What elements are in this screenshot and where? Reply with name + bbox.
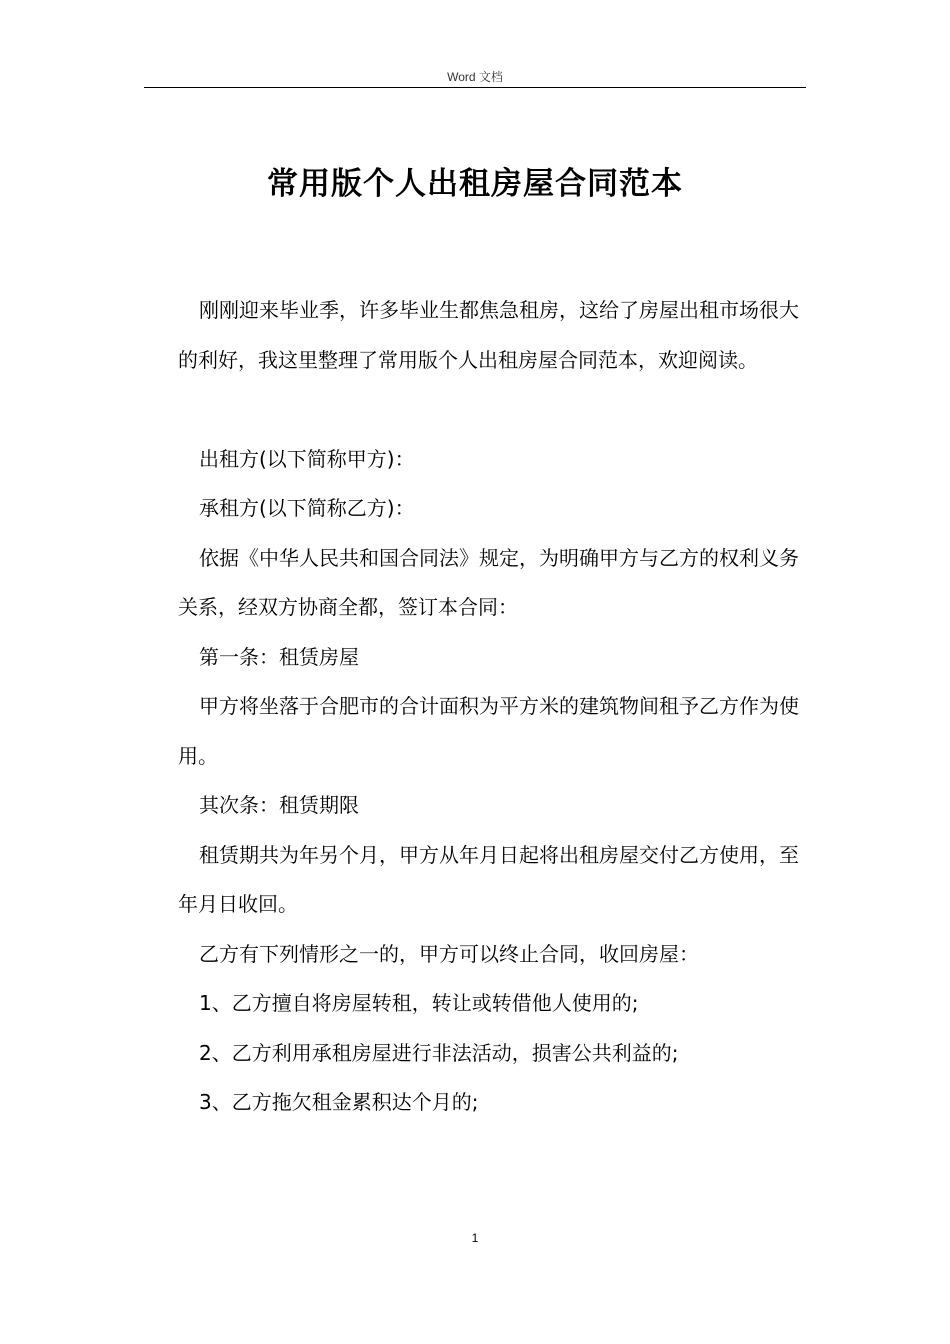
article-2-paragraph: 租赁期共为年另个月，甲方从年月日起将出租房屋交付乙方使用，至年月日收回。 [178, 842, 799, 916]
article-2-heading: 其次条：租赁期限 [199, 793, 359, 817]
party-lessee-line: 承租方(以下简称乙方)： [199, 496, 415, 520]
termination-intro: 乙方有下列情形之一的，甲方可以终止合同，收回房屋： [199, 941, 699, 966]
document-title: 常用版个人出租房屋合同范本 [267, 166, 683, 202]
paragraph-spacer [178, 385, 804, 435]
header-divider [144, 87, 806, 88]
intro-paragraph: 刚刚迎来毕业季，许多毕业生都焦急租房，这给了房屋出租市场很大的利好，我这里整理了常用版个人出租房屋合同范本，欢迎阅读。 [178, 298, 799, 372]
termination-item-2: 2、乙方利用承租房屋进行非法活动，损害公共利益的; [199, 1040, 679, 1065]
contract-basis-paragraph: 依据《中华人民共和国合同法》规定，为明确甲方与乙方的权利义务关系，经双方协商全都，签订本合同： [178, 545, 799, 619]
party-lessor-line: 出租方(以下简称甲方)： [199, 446, 415, 471]
article-1-paragraph: 甲方将坐落于合肥市的合计面积为平方米的建筑物间租予乙方作为使用。 [178, 694, 799, 768]
page-number: 1 [471, 1231, 479, 1245]
article-1-heading: 第一条：租赁房屋 [199, 644, 359, 669]
document-body [178, 286, 804, 1128]
termination-item-1: 1、乙方擅自将房屋转租，转让或转借他人使用的; [199, 991, 639, 1015]
termination-item-3: 3、乙方拖欠租金累积达个月的; [199, 1090, 479, 1114]
header-label: Word 文档 [447, 70, 503, 84]
